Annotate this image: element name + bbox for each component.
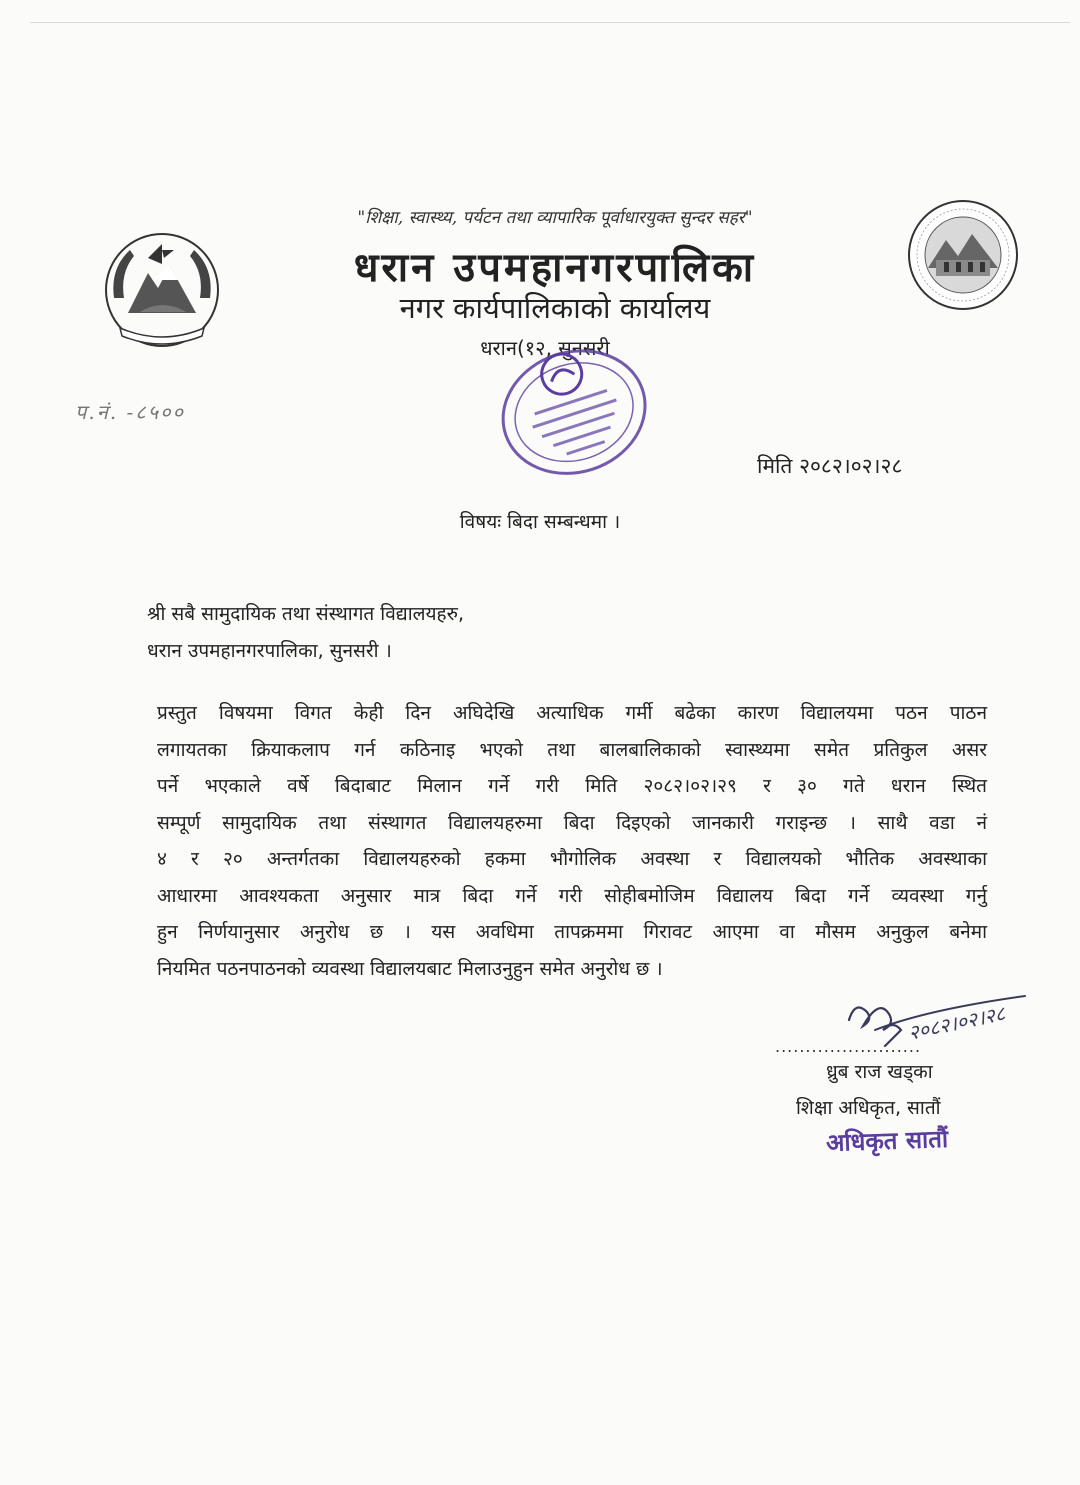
- body-line: लगायतका क्रियाकलाप गर्न कठिनाइ भएको तथा बालबालिकाको स्वास्थ्यमा समेत प्रतिकुल असर: [157, 738, 987, 761]
- signatory-name: ध्रुब राज खड्का: [826, 1061, 933, 1083]
- body-line: सम्पूर्ण सामुदायिक तथा संस्थागत विद्यालयहरुमा बिदा दिइएको जानकारी गराइन्छ । साथै वडा नं: [157, 811, 987, 834]
- letter-subject: विषयः बिदा सम्बन्धमा ।: [459, 511, 621, 533]
- recipient-line-2: धरान उपमहानगरपालिका, सुनसरी ।: [147, 640, 392, 662]
- nepal-emblem-icon: [100, 228, 225, 353]
- organization-name: धरान उपमहानगरपालिका: [353, 245, 757, 291]
- body-line: प्रस्तुत विषयमा विगत केही दिन अघिदेखि अत्याधिक गर्मी बढेका कारण विद्यालयमा पठन पाठन: [157, 702, 987, 724]
- signatory-title: शिक्षा अधिकृत, सातौं: [796, 1097, 941, 1119]
- body-line: आधारमा आवश्यकता अनुसार मात्र बिदा गर्ने गरी सोहीबमोजिम विद्यालय बिदा गर्ने व्यवस्था गर्नु: [157, 884, 987, 907]
- office-address: धरान(१२, सुनसरी: [480, 336, 610, 360]
- body-line: नियमित पठनपाठनको व्यवस्था विद्यालयबाट मिलाउनुहुन समेत अनुरोध छ ।: [157, 957, 663, 980]
- svg-text:२०८२।०२।२८: २०८२।०२।२८: [906, 1000, 1008, 1045]
- body-line: ४ र २० अन्तर्गतका विद्यालयहरुको हकमा भौगोलिक अवस्था र विद्यालयको भौतिक अवस्थाका: [157, 848, 987, 870]
- signature-icon: [775, 990, 1040, 1068]
- recipient-line-1: श्री सबै सामुदायिक तथा संस्थागत विद्यालयहरु,: [147, 603, 465, 625]
- municipality-seal-icon: [906, 198, 1020, 312]
- slogan: "शिक्षा, स्वास्थ्य, पर्यटन तथा व्यापारिक पूर्वाधारयुक्त सुन्दर सहर": [357, 208, 753, 228]
- svg-text:........................: ........................: [775, 1037, 922, 1056]
- page-top-rule: [30, 22, 1070, 23]
- officer-stamp: अधिकृत सातौं: [825, 1124, 949, 1158]
- body-line: हुन निर्णयानुसार अनुरोध छ । यस अवधिमा तापक्रममा गिरावट आएमा वा मौसम अनुकुल बनेमा: [157, 921, 987, 943]
- office-name: नगर कार्यपालिकाको कार्यालय: [399, 291, 711, 325]
- reference-number: प.नं. -८५००: [75, 400, 185, 424]
- letter-body: [157, 695, 987, 987]
- office-stamp-icon: [485, 330, 665, 495]
- body-line: पर्ने भएकाले वर्षे बिदाबाट मिलान गर्ने गरी मिति २०८२।०२।२९ र ३० गते धरान स्थित: [157, 775, 987, 797]
- letter-date: मिति २०८२।०२।२८: [757, 454, 903, 478]
